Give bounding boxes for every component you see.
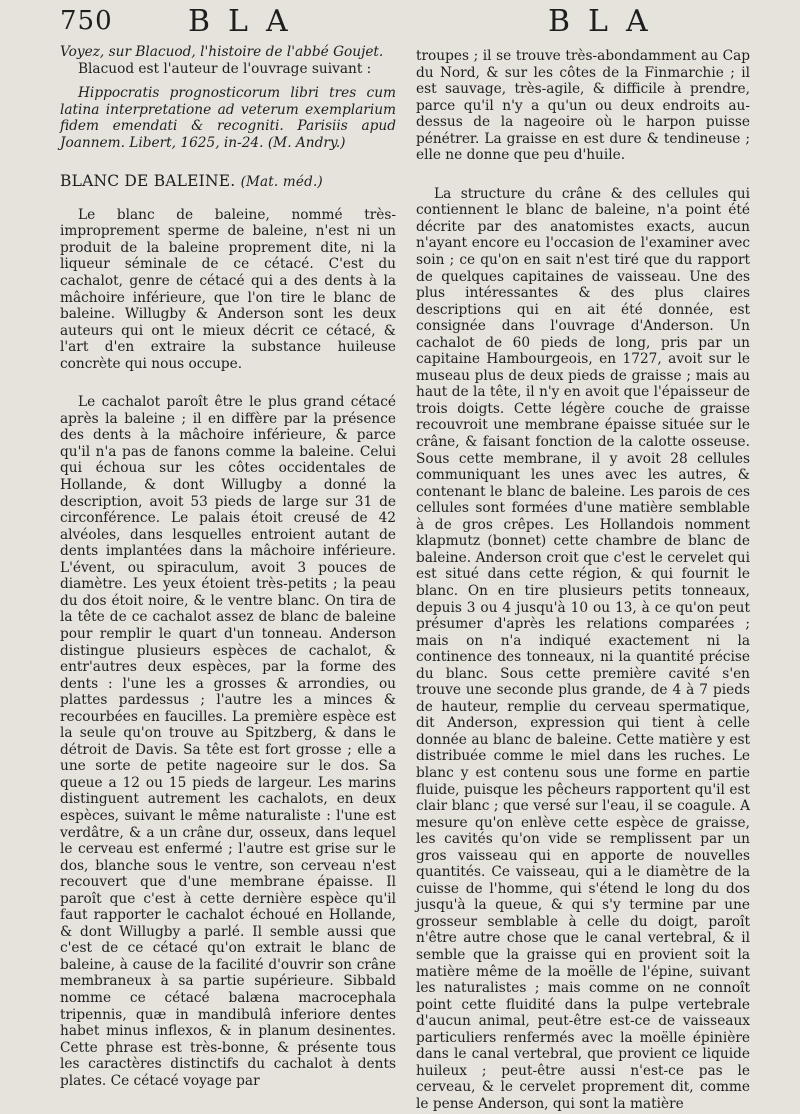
paragraph: La structure du crâne & des cellules qui contiennent le blanc de baleine, n'a point été décrite par des anatomistes exacts, aucun n'ayant encore eu l'occasion de l'examiner avec soin ; ce qu'on en sait n'est tiré que du rapport de quelques capitaines de vaisseau. Une des plus intéressantes & des plus claires descriptions qui en ait été donnée, est consignée dans l'ouvrage d'Anderson. Un cachalot de 60 pieds de long, pris par un capitaine Hambourgeois, en 1727, avoit sur le museau plus de deux pieds de graisse ; mais au haut de la tête, il n'y en avoit que l'épaisseur de trois doigts. Cette légère couche de graisse recouvroit une membrane épaisse située sur le crâne, & faisant fonction de la calotte osseuse. Sous cette membrane, il y avoit 28 cellules communiquant les unes avec les autres, & contenant le blanc de baleine. Les parois de ces cellules sont formées d'une matière semblable à de gros crêpes. Les Hollandois nomment klapmutz (bonnet) cette chambre de blanc de baleine. Anderson croit que c'est le cervelet qui est situé dans cette région, & qui fournit le blanc. On en tire plusieurs petits tonneaux, depuis 3 ou 4 jusqu'à 10 ou 13, à ce qu'on peut présumer d'après les relations comparées ; mais on n'a indiqué exactement ni la continence des tonneaux, ni la quantité précise du blanc. Sous cette première cavité s'en trouve une seconde plus grande, de 4 à 7 pieds de hauteur, remplie du cerveau spermatique, dit Anderson, expression qui tient à celle donnée au blanc de baleine. Cette matière y est distribuée comme le miel dans les ruches. Le blanc y est contenu sous une forme en partie fluide, puisque les pêcheurs rapportent qu'il est clair blanc ; que versé sur l'eau, il se coagule. A mesure qu'on enlève cette espèce de graisse, les cavités qu'on vide se remplissent par un gros vaisseau qui en apporte de nouvelles quantités. Ce vaisseau, qui a le diamètre de la cuisse de l'homme, qui s'étend le long du dos jusqu'à la queue, & qui s'y termine par une grosseur semblable à celle du doigt, paroît n'être autre chose que le canal vertebral, & il semble que la graisse qui en provient soit la matière même de la moëlle de l'épine, suivant les naturalistes ; mais comme on ne connoît point cette fluidité dans la pulpe vertebrale d'aucun animal, peut-être est-ce de vaisseaux particuliers renfermés avec la moëlle épinière dans le canal vertebral, que provient ce liquide huileux ; peut-être aussi n'est-ce pas le cerveau, & le cervelet proprement dit, comme le pense Anderson, qui sont la matière: [416, 185, 750, 1112]
entry-subject: (Mat. méd.): [240, 174, 323, 191]
citation: Hippocratis prognosticorum libri tres cum latina interpretatione ad veterum exemplarium fidem emendati & recogniti. Parisiis apud Joannem. Libert, 1625, in-24. (M. Andry.): [60, 85, 396, 151]
running-head-right: BLA: [548, 4, 666, 39]
cross-reference: Voyez, sur Blacuod, l'histoire de l'abbé Goujet.: [60, 44, 384, 60]
paragraph: Le cachalot paroît être le plus grand cétacé après la baleine ; il en diffère par la présence des dents à la mâchoire inférieure, & parce qu'il n'a pas de fanons comme la baleine. Celui qui échoua sur les côtes occidentales de Hollande, & dont Willugby a donné la description, avoit 53 pieds de large sur 31 de circonférence. Le palais étoit creusé de 42 alvéoles, dans lesquelles entroient autant de dents implantées dans la mâchoire inférieure. L'évent, ou spiraculum, avoit 3 pouces de diamètre. Les yeux étoient très-petits ; la peau du dos étoit noire, & le ventre blanc. On tira de la tête de ce cachalot assez de blanc de baleine pour remplir le quart d'un tonneau. Anderson distingue plusieurs espèces de cachalot, & entr'autres deux espèces, par la forme des dents : l'une les a grosses & arrondies, ou plattes pardessus ; l'autre les a minces & recourbées en faucilles. La première espèce est la seule qu'on trouve au Spitzberg, & dans le détroit de Davis. Sa tête est fort grosse ; elle a une sorte de petite nageoire sur le dos. Sa queue a 12 ou 15 pieds de largeur. Les marins distinguent autrement les cachalots, en deux espèces, suivant le même naturaliste : l'une est verdâtre, & a un crâne dur, osseux, dans lequel le cerveau est enfermé ; l'autre est grise sur le dos, blanche sous le ventre, son cerveau n'est recouvert que d'une membrane épaisse. Il paroît que c'est à cette dernière espèce qu'il faut rapporter le cachalot échoué en Hollande, & dont Willugby a parlé. Il semble aussi que c'est de ce cétacé qu'on extrait le blanc de baleine, à cause de la facilité d'ouvrir son crâne membraneux à sa partie supérieure. Sibbald nomme ce cétacé balæna macrocephala tripennis, quæ in mandibulâ inferiore dentes habet minus inflexos, & in planum desinentes. Cette phrase est très-bonne, & présente tous les caractères distinctifs du cachalot à dents plates. Ce cétacé voyage par: [60, 394, 396, 1089]
paragraph: troupes ; il se trouve très-abondamment au Cap du Nord, & sur les côtes de la Finmarchie ; il est sauvage, très-agile, & difficile à prendre, parce qu'il n'y a qu'un ou deux endroits au-dessus de la nageoire où le harpon puisse pénétrer. La graisse en est dure & tendineuse ; elle ne donne que peu d'huile.: [416, 48, 750, 164]
entry-title: BLANC DE BALEINE.: [60, 172, 236, 191]
running-head-left: BLA: [188, 4, 306, 39]
left-column: [60, 44, 396, 1089]
right-column: [416, 48, 750, 1112]
paragraph: Le blanc de baleine, nommé très-improprement sperme de baleine, n'est ni un produit de la baleine proprement dite, ni la liqueur séminale de ce cétacé. C'est du cachalot, genre de cétacé qui a des dents à la mâchoire inférieure, que l'on tire le blanc de baleine. Willugby & Anderson sont les deux auteurs qui ont le mieux décrit ce cétacé, & l'art d'en extraire la substance huileuse concrète qui nous occupe.: [60, 206, 396, 372]
page-number: 750: [60, 6, 113, 36]
paragraph: Blacuod est l'auteur de l'ouvrage suivant :: [78, 60, 372, 77]
entry-heading: [60, 173, 396, 191]
